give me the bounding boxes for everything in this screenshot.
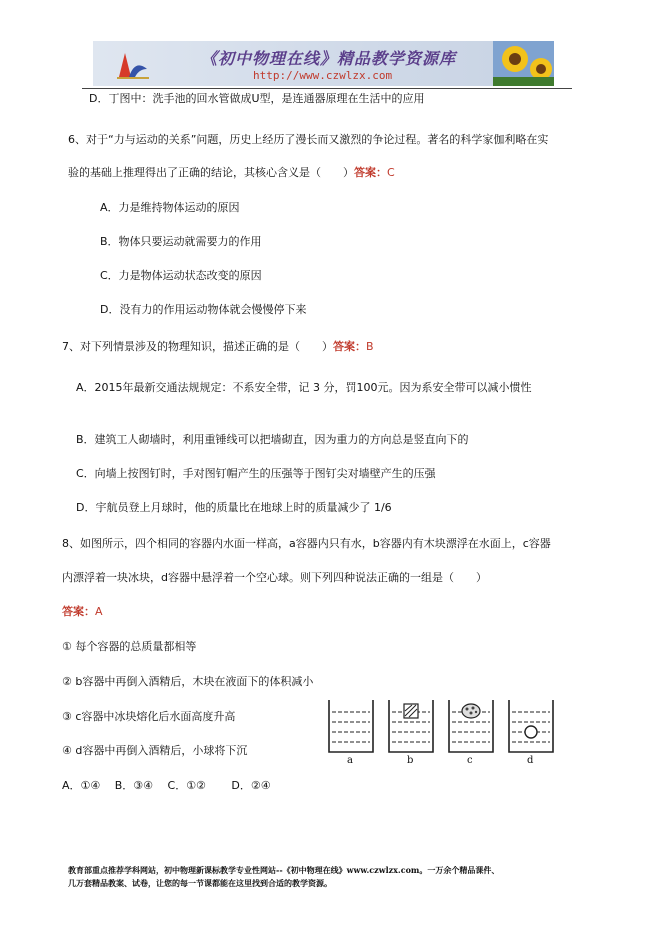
q6-option-b: B．物体只要运动就需要力的作用 bbox=[100, 235, 262, 248]
q7-answer-value: B bbox=[366, 340, 374, 353]
footer-line1: 教育部重点推荐学科网站，初中物理新课标教学专业性网站--《初中物理在线》www.czwlzx.com。一万余个精品课件、 bbox=[68, 865, 500, 875]
footer-line2: 几万套精品教案、试卷，让您的每一节课都能在这里找到合适的教学资源。 bbox=[68, 878, 332, 888]
header-divider bbox=[82, 88, 572, 89]
q6-answer-label: 答案： bbox=[354, 166, 387, 179]
figure-label-d: d bbox=[527, 755, 534, 766]
q8-answer-label: 答案： bbox=[62, 605, 95, 618]
q8-statement-4: ④ d容器中再倒入酒精后，小球将下沉 bbox=[62, 744, 248, 757]
q8-statement-1: ① 每个容器的总质量都相等 bbox=[62, 640, 197, 653]
hollow-ball-icon bbox=[525, 726, 537, 738]
q8-stem-line2: 内漂浮着一块冰块，d容器中悬浮着一个空心球。则下列四种说法正确的一组是（ ） bbox=[62, 571, 487, 584]
q8-stem-line1: 8、如图所示，四个相同的容器内水面一样高，a容器内只有水，b容器内有木块漂浮在水面上，c容器 bbox=[62, 537, 551, 550]
q6-stem-text: 验的基础上推理得出了正确的结论，其核心含义是（ ） bbox=[68, 166, 354, 179]
ice-block-icon bbox=[462, 704, 480, 718]
q6-option-c: C．力是物体运动状态改变的原因 bbox=[100, 269, 262, 282]
figure-label-c: c bbox=[467, 755, 473, 766]
banner-title: 《初中物理在线》精品教学资源库 bbox=[201, 49, 457, 68]
wood-block-icon bbox=[404, 704, 418, 718]
q7-option-b: B．建筑工人砌墙时，利用重锤线可以把墙砌直，因为重力的方向总是竖直向下的 bbox=[76, 433, 469, 446]
q6-stem-line2 bbox=[68, 166, 395, 180]
containers-diagram bbox=[326, 698, 556, 754]
containers-figure bbox=[326, 698, 556, 770]
q8-answer bbox=[62, 605, 103, 619]
q7-stem bbox=[62, 340, 374, 354]
q7-option-a: A．2015年最新交通法规规定：不系安全带，记 3 分，罚100元。因为系安全带可以减小惯性 bbox=[76, 381, 532, 394]
banner-url[interactable]: http://www.czwlzx.com bbox=[253, 69, 393, 82]
q7-option-d: D．宇航员登上月球时，他的质量比在地球上时的质量减少了 1/6 bbox=[76, 501, 392, 514]
q7-option-c: C．向墙上按图钉时，手对图钉帽产生的压强等于图钉尖对墙壁产生的压强 bbox=[76, 467, 436, 480]
sunflower-icon bbox=[493, 41, 554, 86]
site-logo-icon bbox=[113, 47, 153, 81]
q8-answer-value: A bbox=[95, 605, 103, 618]
q7-answer-label: 答案： bbox=[333, 340, 366, 353]
header-banner bbox=[93, 41, 554, 86]
q6-answer-value: C bbox=[387, 166, 395, 179]
q8-options: A．①④ B．③④ C．①② D．②④ bbox=[62, 779, 271, 792]
q8-statement-2: ② b容器中再倒入酒精后，木块在液面下的体积减小 bbox=[62, 675, 314, 688]
prev-option-d: D．丁图中：洗手池的回水管做成U型，是连通器原理在生活中的应用 bbox=[89, 92, 425, 105]
page-footer bbox=[68, 864, 598, 890]
figure-label-a: a bbox=[347, 755, 353, 766]
q7-stem-text: 7、对下列情景涉及的物理知识，描述正确的是（ ） bbox=[62, 340, 333, 353]
q6-stem-line1: 6、对于“力与运动的关系”问题，历史上经历了漫长而又激烈的争论过程。著名的科学家伽利略在实 bbox=[68, 133, 549, 146]
q6-option-a: A．力是维持物体运动的原因 bbox=[100, 201, 240, 214]
q8-statement-3: ③ c容器中冰块熔化后水面高度升高 bbox=[62, 710, 236, 723]
figure-label-b: b bbox=[407, 755, 414, 766]
q6-option-d: D．没有力的作用运动物体就会慢慢停下来 bbox=[100, 303, 307, 316]
